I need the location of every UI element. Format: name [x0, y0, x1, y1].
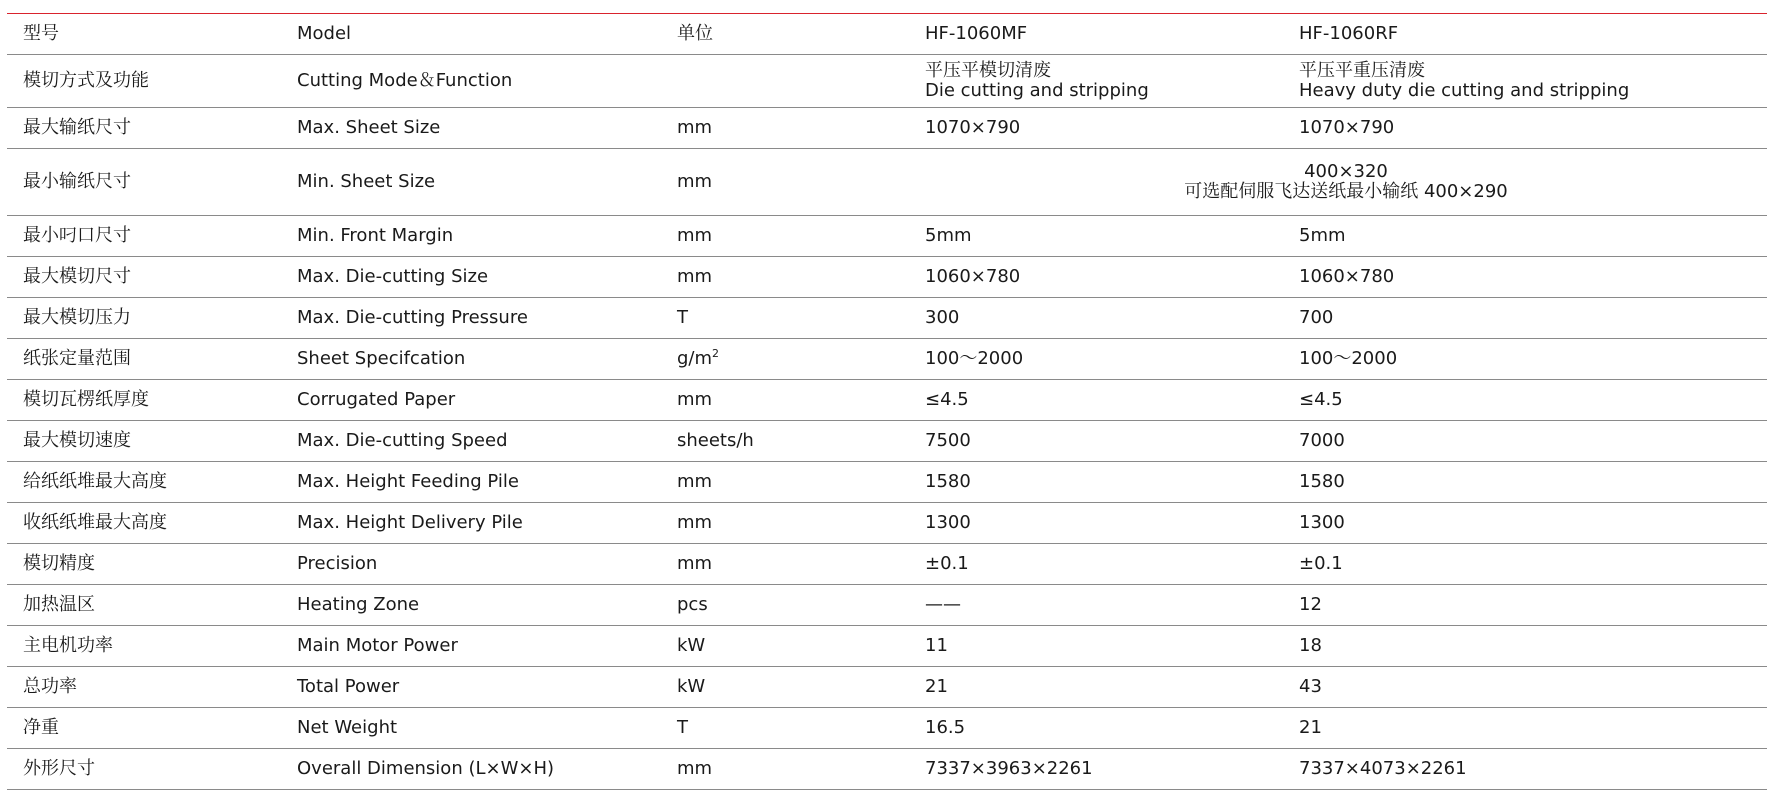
table-row — [7, 462, 1767, 503]
cell-en: Max. Height Delivery Pile — [297, 512, 523, 533]
cell-en: Main Motor Power — [297, 635, 458, 656]
cell-mf — [925, 55, 1299, 108]
cell-cn: 净重 — [23, 717, 59, 738]
cell-rf: 1300 — [1299, 512, 1345, 533]
table-row — [7, 298, 1767, 339]
cell-unit: kW — [677, 676, 706, 697]
cell-cn: 模切精度 — [23, 553, 95, 574]
cell-cn: 总功率 — [23, 676, 77, 697]
table-row-cutting-mode — [7, 55, 1767, 108]
cell-unit: T — [677, 307, 688, 328]
cell-rf: 7000 — [1299, 430, 1345, 451]
cell-mf: 1070×790 — [925, 117, 1021, 138]
cell-unit: mm — [677, 512, 713, 533]
cell-rf: ≤4.5 — [1299, 389, 1343, 410]
cell-rf-line1: 平压平重压清废 — [1299, 60, 1425, 81]
cell-mf: 100～2000 — [925, 348, 1024, 369]
table-row — [7, 421, 1767, 462]
cell-cn: 收纸纸堆最大高度 — [23, 512, 167, 533]
header-model-rf: HF-1060RF — [1299, 23, 1399, 44]
cell-cn: 纸张定量范围 — [23, 348, 131, 369]
spec-rows — [7, 216, 1767, 790]
cell-unit: kW — [677, 635, 706, 656]
table-row — [7, 749, 1767, 790]
cell-en: Precision — [297, 553, 378, 574]
cell-cn: 加热温区 — [23, 594, 95, 615]
cell-en: Min. Sheet Size — [297, 171, 436, 192]
cell-cn: 最大模切速度 — [23, 430, 131, 451]
cell-mf: 1060×780 — [925, 266, 1021, 287]
cell-unit: mm — [677, 553, 713, 574]
cell-cn: 主电机功率 — [23, 635, 113, 656]
cell-mf: 11 — [925, 635, 948, 656]
table-row — [7, 503, 1767, 544]
cell-mf: 300 — [925, 307, 960, 328]
cell-unit: mm — [677, 389, 713, 410]
cell-cn: 最小叼口尺寸 — [23, 225, 131, 246]
table-row — [7, 339, 1767, 380]
cell-mf: 7337×3963×2261 — [925, 758, 1093, 779]
table-row — [7, 380, 1767, 421]
cell-en: Cutting Mode＆Function — [297, 70, 513, 91]
cell-en: Overall Dimension (L×W×H) — [297, 758, 555, 779]
cell-rf: 5mm — [1299, 225, 1346, 246]
cell-cn: 最大输纸尺寸 — [23, 117, 131, 138]
cell-rf: 18 — [1299, 635, 1322, 656]
cell-mf-line2: Die cutting and stripping — [925, 80, 1149, 101]
cell-rf: 21 — [1299, 717, 1322, 738]
header-model-mf: HF-1060MF — [925, 23, 1028, 44]
cell-mf: 16.5 — [925, 717, 966, 738]
cell-rf: 43 — [1299, 676, 1322, 697]
table-row — [7, 708, 1767, 749]
cell-en: Heating Zone — [297, 594, 420, 615]
cell-unit — [677, 55, 925, 108]
cell-en: Corrugated Paper — [297, 389, 456, 410]
cell-mf: 21 — [925, 676, 948, 697]
cell-unit: T — [677, 717, 688, 738]
cell-unit: mm — [677, 171, 713, 192]
table-row — [7, 626, 1767, 667]
table-row — [7, 585, 1767, 626]
cell-cn: 给纸纸堆最大高度 — [23, 471, 167, 492]
table-row-min-sheet — [7, 149, 1767, 216]
cell-rf: 700 — [1299, 307, 1334, 328]
cell-mf: 5mm — [925, 225, 972, 246]
cell-rf: 1070×790 — [1299, 117, 1395, 138]
cell-rf-line2: Heavy duty die cutting and stripping — [1299, 80, 1630, 101]
header-cn: 型号 — [23, 23, 59, 44]
cell-rf: 100～2000 — [1299, 348, 1398, 369]
header-en: Model — [297, 23, 352, 44]
cell-unit: sheets/h — [677, 430, 754, 451]
cell-en: Max. Die-cutting Size — [297, 266, 489, 287]
cell-unit — [677, 339, 925, 380]
header-row — [7, 14, 1767, 55]
cell-cn: 模切瓦楞纸厚度 — [23, 389, 149, 410]
cell-en: Max. Die-cutting Speed — [297, 430, 508, 451]
cell-mf: 1580 — [925, 471, 971, 492]
cell-cn: 最大模切压力 — [23, 307, 131, 328]
cell-en: Total Power — [297, 676, 400, 697]
cell-rf: 1060×780 — [1299, 266, 1395, 287]
table-row-max-sheet — [7, 108, 1767, 149]
cell-unit: mm — [677, 471, 713, 492]
cell-unit: pcs — [677, 594, 708, 615]
cell-en: Min. Front Margin — [297, 225, 454, 246]
cell-mf-line1: 平压平模切清废 — [925, 60, 1051, 81]
cell-cn: 模切方式及功能 — [23, 70, 149, 91]
table-row — [7, 544, 1767, 585]
cell-cn: 最大模切尺寸 — [23, 266, 131, 287]
cell-unit: mm — [677, 758, 713, 779]
cell-en: Max. Sheet Size — [297, 117, 441, 138]
cell-en: Max. Die-cutting Pressure — [297, 307, 528, 328]
cell-cn: 最小输纸尺寸 — [23, 171, 131, 192]
table-row — [7, 216, 1767, 257]
cell-unit: mm — [677, 117, 713, 138]
cell-rf: ±0.1 — [1299, 553, 1343, 574]
cell-mf: 7500 — [925, 430, 971, 451]
merged-line1: 400×320 — [1304, 161, 1388, 182]
cell-mf: 1300 — [925, 512, 971, 533]
cell-en: Sheet Specifcation — [297, 348, 466, 369]
unit-base: g/m — [677, 348, 713, 369]
cell-en: Max. Height Feeding Pile — [297, 471, 519, 492]
header-unit: 单位 — [677, 23, 713, 44]
cell-mf: ±0.1 — [925, 553, 969, 574]
cell-rf: 1580 — [1299, 471, 1345, 492]
cell-rf: 12 — [1299, 594, 1322, 615]
cell-mf: —— — [925, 594, 961, 615]
cell-unit: mm — [677, 266, 713, 287]
spec-table — [7, 13, 1767, 790]
merged-line2: 可选配伺服飞达送纸最小输纸 400×290 — [1184, 181, 1508, 202]
cell-unit: mm — [677, 225, 713, 246]
cell-rf: 7337×4073×2261 — [1299, 758, 1467, 779]
cell-mf: ≤4.5 — [925, 389, 969, 410]
cell-cn: 外形尺寸 — [23, 758, 95, 779]
cell-merged-min-sheet — [925, 149, 1767, 216]
unit-superscript: 2 — [712, 347, 720, 360]
cell-en: Net Weight — [297, 717, 398, 738]
cell-rf — [1299, 55, 1767, 108]
table-row — [7, 667, 1767, 708]
table-row — [7, 257, 1767, 298]
